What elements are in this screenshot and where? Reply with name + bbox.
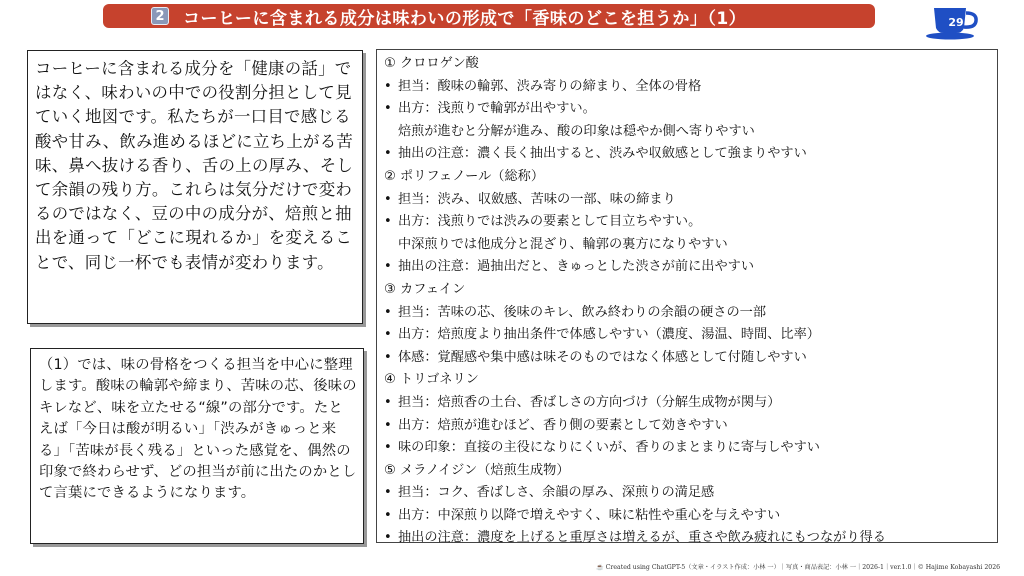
component-heading: ⑤ メラノイジン（焙煎生成物） [384, 462, 570, 478]
detail-bullet: • 出方：中深煎り以降で増えやすく、味に粘性や重心を与えやすい [384, 505, 991, 528]
component-heading: ④ トリゴネリン [384, 372, 479, 388]
detail-bullet: • 担当：苦味の芯、後味のキレ、飲み終わりの余韻の硬さの一部 [384, 302, 991, 325]
detail-bullet: • 担当：酸味の輪郭、渋み寄りの締まり、全体の骨格 [384, 76, 991, 99]
detail-bullet: • 出方：浅煎りで輪郭が出やすい。 [384, 98, 991, 121]
section-note-box: （1）では、味の骨格をつくる担当を中心に整理します。酸味の輪郭や締まり、苦味の芯、後味のキレなど、味を立たせる“線”の部分です。たとえば「今日は酸が明るい」「渋みがきゅっと来る」「苦味が長く残る」といった感覚を、偶然の印象で終わらせず、どの担当が前に出たのかとして言葉にできるようになります。 [30, 348, 364, 544]
detail-bullet: • 抽出の注意：濃度を上げると重厚さは増えるが、重さや飲み疲れにもつながり得る [384, 527, 991, 550]
detail-bullet: • 出方：焙煎が進むほど、香り側の要素として効きやすい [384, 415, 991, 438]
slide-title: コーヒーに含まれる成分は味わいの形成で「香味のどこを担うか」（1） [183, 8, 747, 29]
detail-continuation: 中深煎りでは他成分と混ざり、輪郭の裏方になりやすい [398, 236, 728, 252]
page-number-badge [920, 2, 986, 40]
detail-bullet: • 抽出の注意：濃く長く抽出すると、渋みや収斂感として強まりやすい [384, 143, 991, 166]
footer-credits: ☕ Created using ChatGPT-5（文章・イラスト作成：小林 一）｜写真・商品表記：小林 一｜2026-1｜ver.1.0｜© Hajime Kobayashi 2026 [596, 564, 1001, 571]
page-number: 29 [948, 16, 964, 29]
detail-bullet: • 出方：焙煎度より抽出条件で体感しやすい（濃度、湯温、時間、比率） [384, 324, 991, 347]
intro-text-box: コーヒーに含まれる成分を「健康の話」ではなく、味わいの中での役割分担として見ていく地図です。私たちが一口目で感じる酸や甘み、飲み進めるほどに立ち上がる苦味、鼻へ抜ける香り、舌の上の厚み、そして余韻の残り方。これらは気分だけで変わるのではなく、豆の中の成分が、焙煎と抽出を通って「どこに現れるか」を変えることで、同じ一杯でも表情が変わります。 [27, 50, 363, 324]
component-heading: ③ カフェイン [384, 281, 466, 297]
detail-bullet: • 出方：浅煎りでは渋みの要素として目立ちやすい。 [384, 211, 991, 234]
section-number-badge: 2 [151, 7, 169, 25]
component-details-panel [376, 49, 998, 546]
detail-bullet: • 味の印象：直接の主役になりにくいが、香りのまとまりに寄与しやすい [384, 437, 991, 460]
component-heading: ① クロロゲン酸 [384, 56, 479, 71]
detail-bullet: • 担当：焙煎香の土台、香ばしさの方向づけ（分解生成物が関与） [384, 392, 991, 415]
component-heading: ② ポリフェノール（総称） [384, 168, 545, 184]
detail-bullet: • 担当：コク、香ばしさ、余韻の厚み、深煎りの満足感 [384, 482, 991, 505]
detail-bullet: • 体感：覚醒感や集中感は味そのものではなく体感として付随しやすい [384, 347, 991, 370]
detail-continuation: 焙煎が進むと分解が進み、酸の印象は穏やか側へ寄りやすい [398, 123, 755, 139]
slide-title-bar [103, 4, 875, 28]
detail-bullet: • 担当：渋み、収斂感、苦味の一部、味の締まり [384, 189, 991, 212]
detail-bullet: • 抽出の注意：過抽出だと、きゅっとした渋さが前に出やすい [384, 256, 991, 279]
